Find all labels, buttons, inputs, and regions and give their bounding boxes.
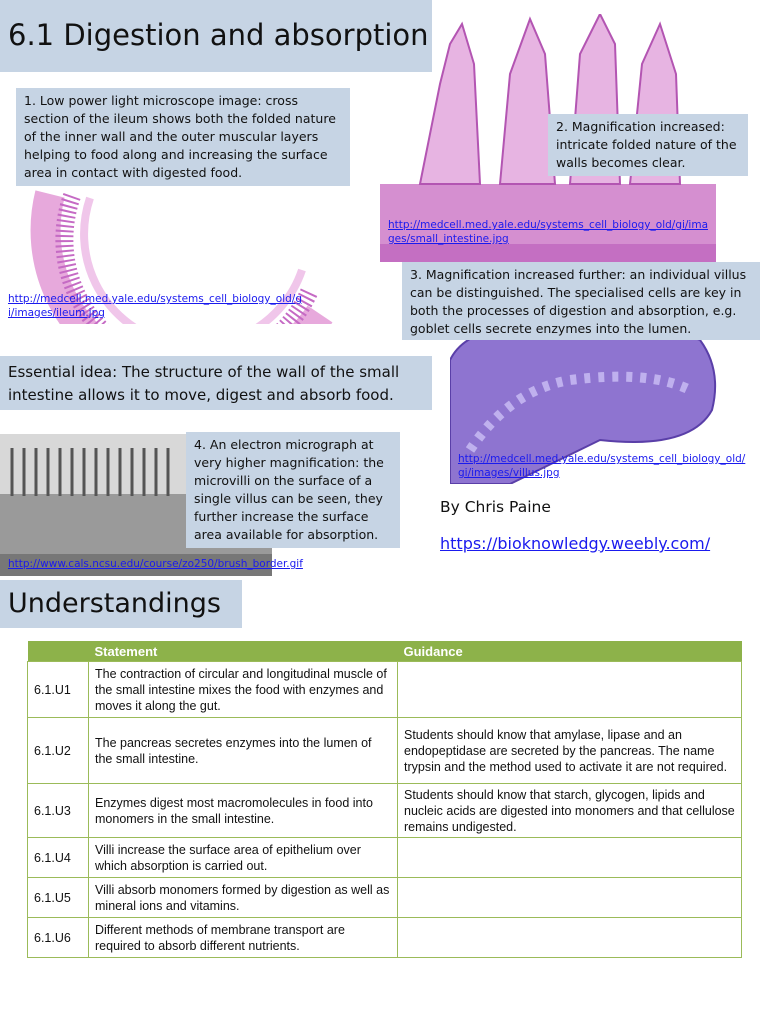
row-guidance [398, 662, 742, 718]
understandings-heading: Understandings [0, 580, 242, 628]
row-code: 6.1.U5 [28, 878, 89, 918]
row-guidance [398, 838, 742, 878]
table-row [28, 878, 742, 918]
caption-3: 3. Magnification increased further: an individual villus can be distinguished. The specialised cells are key in both the processes of digestion and absorption, e.g. goblet cells secrete enzymes into the lumen. [402, 262, 760, 340]
row-code: 6.1.U3 [28, 784, 89, 838]
row-statement: The contraction of circular and longitudinal muscle of the small intestine mixes the food with enzymes and moves it along the gut. [89, 662, 398, 718]
row-code: 6.1.U2 [28, 718, 89, 784]
caption-4: 4. An electron micrograph at very higher magnification: the microvilli on the surface of a single villus can be seen, they further increase the surface area available for absorption. [186, 432, 400, 548]
column-header-guidance: Guidance [398, 641, 742, 662]
caption-2: 2. Magnification increased: intricate folded nature of the walls becomes clear. [548, 114, 748, 176]
website-link[interactable]: https://bioknowledgy.weebly.com/ [440, 534, 711, 553]
row-statement: The pancreas secretes enzymes into the lumen of the small intestine. [89, 718, 398, 784]
row-guidance: Students should know that amylase, lipase and an endopeptidase are secreted by the pancreas. The name trypsin and the method used to activate it are not required. [398, 718, 742, 784]
page-title: 6.1 Digestion and absorption [0, 0, 432, 72]
column-header [28, 641, 89, 662]
author: By Chris Paine [440, 498, 551, 516]
row-statement: Villi increase the surface area of epithelium over which absorption is carried out. [89, 838, 398, 878]
table-row [28, 784, 742, 838]
row-statement: Enzymes digest most macromolecules in food into monomers in the small intestine. [89, 784, 398, 838]
understandings-table [27, 641, 742, 958]
row-code: 6.1.U4 [28, 838, 89, 878]
essential-idea: Essential idea: The structure of the wall of the small intestine allows it to move, digest and absorb food. [0, 356, 432, 410]
brush-border-link[interactable]: http://www.cals.ncsu.edu/course/zo250/brush_border.gif [8, 558, 303, 570]
table-row [28, 838, 742, 878]
small-intestine-link[interactable]: http://medcell.med.yale.edu/systems_cell_biology_old/gi/images/small_intestine.jpg [388, 219, 709, 245]
villus-link[interactable]: http://medcell.med.yale.edu/systems_cell_biology_old/gi/images/villus.jpg [458, 453, 746, 479]
row-code: 6.1.U1 [28, 662, 89, 718]
row-code: 6.1.U6 [28, 918, 89, 958]
table-row [28, 918, 742, 958]
row-statement: Villi absorb monomers formed by digestion as well as mineral ions and vitamins. [89, 878, 398, 918]
table-row [28, 662, 742, 718]
row-guidance [398, 878, 742, 918]
row-guidance: Students should know that starch, glycogen, lipids and nucleic acids are digested into monomers and that cellulose remains undigested. [398, 784, 742, 838]
row-statement: Different methods of membrane transport are required to absorb different nutrients. [89, 918, 398, 958]
table-row [28, 718, 742, 784]
column-header-statement: Statement [89, 641, 398, 662]
ileum-link[interactable]: http://medcell.med.yale.edu/systems_cell_biology_old/gi/images/ileum.jpg [8, 293, 302, 319]
table-header [28, 641, 742, 662]
caption-1: 1. Low power light microscope image: cross section of the ileum shows both the folded nature of the inner wall and the outer muscular layers helping to food along and increasing the surface area in contact with digested food. [16, 88, 350, 186]
row-guidance [398, 918, 742, 958]
